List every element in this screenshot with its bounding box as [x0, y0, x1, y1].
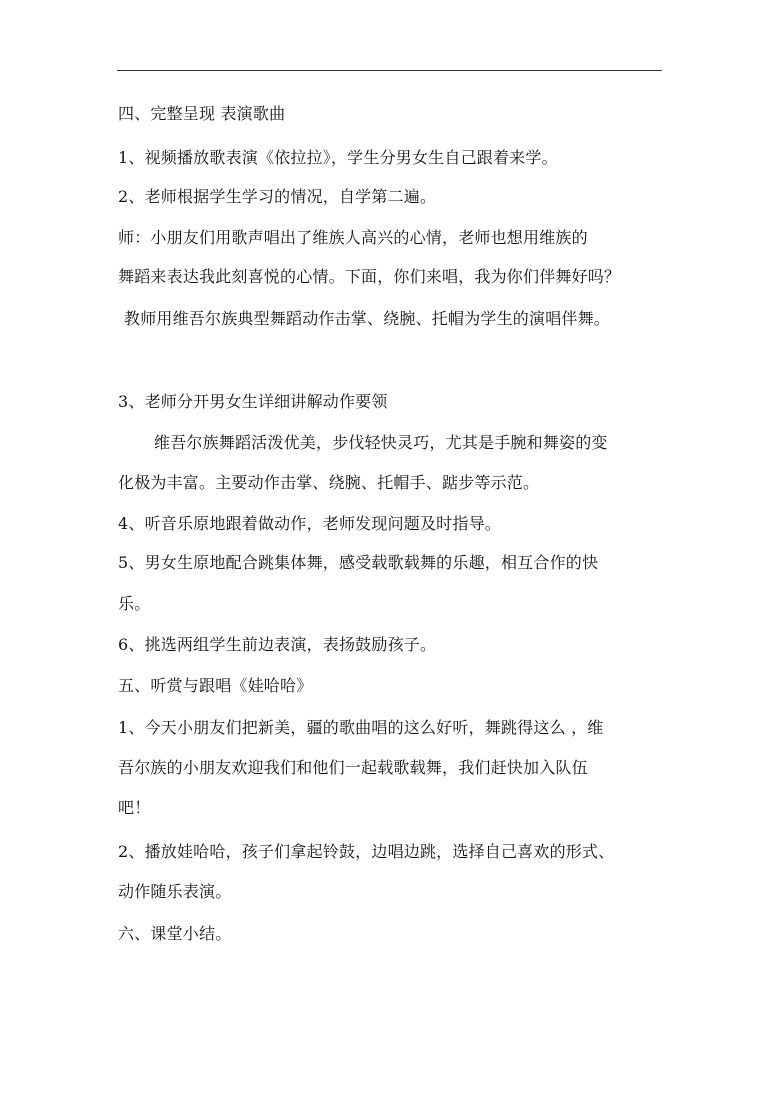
paragraph-line: 维吾尔族舞蹈活泼优美，步伐轻快灵巧，尤其是手腕和舞姿的变 — [154, 433, 608, 452]
header-rule — [117, 70, 662, 71]
paragraph-line: 动作随乐表演。 — [118, 882, 232, 901]
paragraph-line: 吧！ — [118, 798, 151, 817]
paragraph-line: 3、老师分开男女生详细讲解动作要领 — [118, 392, 388, 411]
paragraph-line: 2、老师根据学生学习的情况，自学第二遍。 — [118, 187, 437, 206]
paragraph-line: 乐。 — [118, 594, 151, 613]
paragraph-line: 5、男女生原地配合跳集体舞，感受载歌载舞的乐趣，相互合作的快 — [118, 553, 599, 572]
paragraph-line: 1、视频播放歌表演《依拉拉》，学生分男女生自己跟着来学。 — [118, 148, 558, 167]
paragraph-line: 4、听音乐原地跟着做动作，老师发现问题及时指导。 — [118, 514, 501, 533]
section-heading-4: 四、完整呈现 表演歌曲 — [118, 104, 286, 123]
paragraph-line: 舞蹈来表达我此刻喜悦的心情。下面，你们来唱，我为你们伴舞好吗？ — [118, 267, 621, 286]
paragraph-line: 1、今天小朋友们把新美，疆的歌曲唱的这么好听，舞跳得这么 ，维 — [118, 718, 604, 737]
section-heading-6: 六、课堂小结。 — [118, 924, 232, 943]
section-heading-5: 五、听赏与跟唱《娃哈哈》 — [118, 676, 313, 695]
paragraph-line: 吾尔族的小朋友欢迎我们和他们一起载歌载舞，我们赶快加入队伍 — [118, 758, 588, 777]
paragraph-line: 化极为丰富。主要动作击掌、绕腕、托帽手、踮步等示范。 — [118, 473, 540, 492]
paragraph-line: 教师用维吾尔族典型舞蹈动作击掌、绕腕、托帽为学生的演唱伴舞。 — [124, 309, 611, 328]
paragraph-line: 6、挑选两组学生前边表演，表扬鼓励孩子。 — [118, 635, 437, 654]
paragraph-line: 师：小朋友们用歌声唱出了维族人高兴的心情，老师也想用维族的 — [118, 228, 588, 247]
paragraph-line: 2、播放娃哈哈，孩子们拿起铃鼓，边唱边跳，选择自己喜欢的形式、 — [118, 842, 615, 861]
